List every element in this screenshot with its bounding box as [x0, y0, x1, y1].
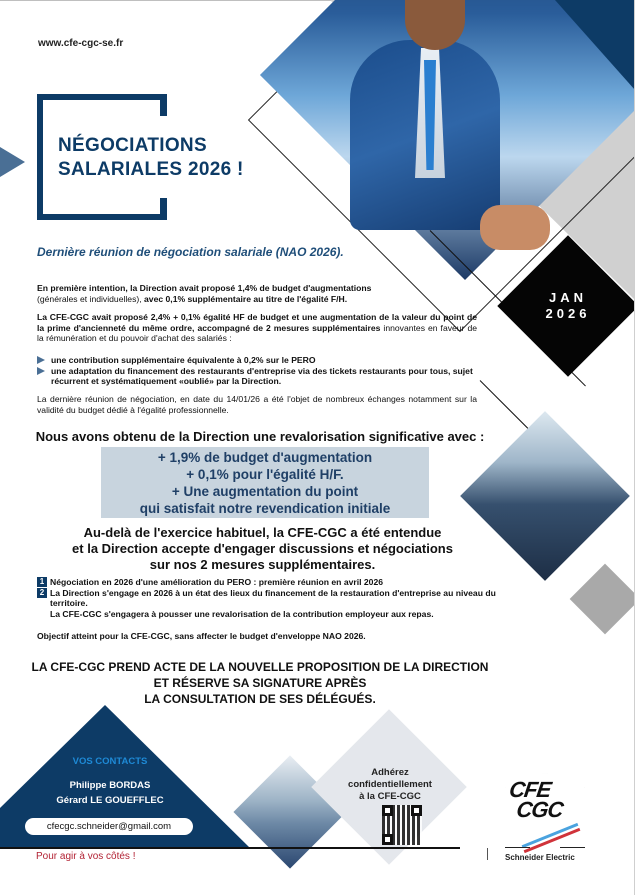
- email-link[interactable]: cfecgc.schneider@gmail.com: [25, 818, 193, 835]
- contacts-title: VOS CONTACTS: [72, 756, 148, 767]
- p2-bold: La CFE-CGC avait proposé 2,4% + 0,1% égalité HF de budget et une augmentation de la valeur du point de la prime d'ancienneté du même ordre, accompagné de 2 mesures supplémentaires: [37, 312, 477, 333]
- result-line: + Une augmentation du point: [171, 484, 359, 499]
- measures-list: [37, 577, 507, 619]
- acte-statement: LA CFE-CGC PREND ACTE DE LA NOUVELLE PROPOSITION DE LA DIRECTION ET RÉSERVE SA SIGNATURE APRÈS LA CONSULTATION DE SES DÉLÉGUÉS.: [31, 660, 489, 706]
- gray-diamond-decoration: [570, 564, 635, 635]
- measure-item: 1 Négociation en 2026 d'une amélioration du PERO : première réunion en avril 2026: [37, 577, 507, 588]
- intro-paragraph-3: La dernière réunion de négociation, en date du 14/01/26 a été l'objet de nombreux échanges notamment sur la validité du budget dédié à l'égalité professionnelle.: [37, 394, 477, 415]
- title-line-2: SALARIALES 2026 !: [58, 159, 244, 180]
- triangle-bullet-icon: [37, 356, 45, 364]
- beyond-statement: Au-delà de l'exercice habituel, la CFE-CGC a été entendue et la Direction accepte d'engager discussions et négociations sur nos 2 mesures supplémentaires.: [72, 525, 453, 572]
- contact-name: Philippe BORDAS: [69, 780, 151, 791]
- contact-name: Gérard LE GOUEFFLEC: [56, 795, 164, 806]
- title-bracket-bottom-right: [160, 198, 167, 220]
- logo-rule: [505, 847, 530, 848]
- arrow-right-icon: [0, 147, 25, 177]
- p1-normal: (générales et individuelles),: [37, 293, 145, 304]
- date-month: JAN: [548, 290, 587, 305]
- obtained-lead: Nous avons obtenu de la Direction une revalorisation significative avec :: [35, 429, 485, 444]
- result-line: + 0,1% pour l'égalité H/F.: [186, 467, 344, 482]
- date-year: 2026: [545, 306, 591, 321]
- qr-finder: [411, 805, 422, 816]
- footer-divider: [0, 847, 460, 849]
- intro-paragraph-1: [37, 283, 477, 304]
- qr-finder: [382, 834, 393, 845]
- title-line-1: NÉGOCIATIONS: [58, 135, 207, 156]
- number-badge: 1: [37, 577, 47, 587]
- number-badge: 2: [37, 588, 47, 598]
- title-bracket-top-right: [160, 94, 167, 116]
- website-url[interactable]: www.cfe-cgc-se.fr: [38, 38, 124, 49]
- result-line: + 1,9% de budget d'augmentation: [157, 450, 373, 465]
- slogan: Pour agir à vos côtés !: [36, 851, 136, 862]
- logo-rule: [560, 847, 585, 848]
- company-name: Schneider Electric: [505, 853, 575, 862]
- measure-item: 2 La Direction s'engage en 2026 à un état des lieux du financement de la restauration d'entreprise au niveau du territoire. La CFE-CGC s'engagera à pousser une revalorisation de la contribution employeur aux repas.: [37, 588, 507, 620]
- bullet-item: une contribution supplémentaire équivalente à 0,2% sur le PERO: [37, 355, 477, 366]
- intro-paragraph-2: [37, 312, 477, 344]
- qr-finder: [382, 805, 393, 816]
- results-box: [101, 447, 429, 518]
- result-line: qui satisfait notre revendication initiale: [139, 501, 391, 516]
- p2-normal: innovantes en faveur de la rémunération et du pouvoir d'achat des salariés :: [37, 322, 477, 343]
- bullet-item: une adaptation du financement des restaurants d'entreprise via des tickets restaurants pour tous, sujet récurrent et systématiquement «oublié» par la Direction.: [37, 366, 477, 387]
- join-text: Adhérez confidentiellement à la CFE-CGC: [348, 767, 432, 802]
- date-badge: [520, 290, 616, 322]
- proposal-bullets: [37, 355, 477, 387]
- handshake-figure: [480, 205, 550, 250]
- p1-bold-b: avec 0,1% supplémentaire au titre de l'égalité F/H.: [144, 293, 348, 304]
- page-title: [58, 134, 244, 182]
- cfe-cgc-logo: CFE CGC: [507, 777, 565, 822]
- subtitle: Dernière réunion de négociation salariale (NAO 2026).: [37, 245, 344, 259]
- p1-bold-a: En première intention, la Direction avait proposé 1,4% de budget d'augmentations: [37, 283, 372, 293]
- triangle-bullet-icon: [37, 367, 45, 375]
- objective-statement: Objectif atteint pour la CFE-CGC, sans affecter le budget d'enveloppe NAO 2026.: [37, 631, 366, 641]
- logo-separator: [487, 848, 488, 860]
